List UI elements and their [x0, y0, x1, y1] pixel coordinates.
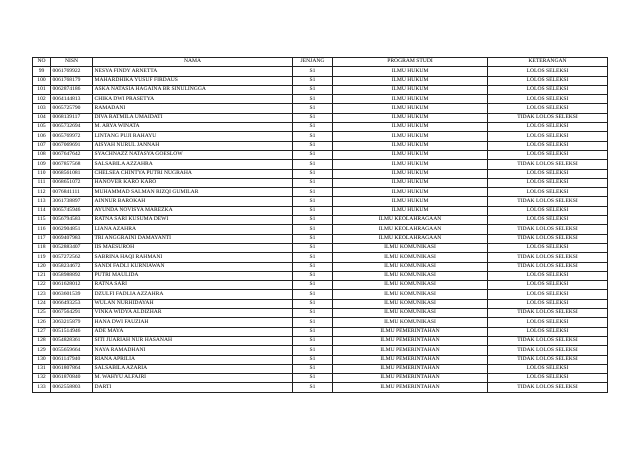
cell-keterangan: TIDAK LOLOS SELEKSI: [488, 262, 608, 271]
cell-no: 99: [33, 67, 51, 76]
cell-nama: SYACHNAZZ NATASYA GOESLOW: [93, 150, 293, 159]
cell-nisn: 0067857568: [51, 160, 93, 169]
cell-nama: SITI JUARIAH NUR HASANAH: [93, 336, 293, 345]
cell-keterangan: LOLOS SELEKSI: [488, 318, 608, 327]
cell-program-studi: ILMU HUKUM: [333, 197, 488, 206]
table-row: [33, 216, 608, 225]
cell-nisn: 0065745946: [51, 206, 93, 215]
cell-nama: NAYA RAMADHANI: [93, 346, 293, 355]
cell-program-studi: ILMU HUKUM: [333, 123, 488, 132]
table-body: [33, 67, 608, 392]
cell-keterangan: LOLOS SELEKSI: [488, 216, 608, 225]
cell-nisn: 0068651072: [51, 178, 93, 187]
cell-jenjang: S1: [293, 374, 333, 383]
cell-no: 117: [33, 234, 51, 243]
header-nama: NAMA: [93, 58, 293, 67]
cell-jenjang: S1: [293, 85, 333, 94]
cell-keterangan: TIDAK LOLOS SELEKSI: [488, 160, 608, 169]
cell-program-studi: ILMU PEMERINTAHAN: [333, 336, 488, 345]
cell-no: 131: [33, 364, 51, 373]
cell-keterangan: LOLOS SELEKSI: [488, 243, 608, 252]
cell-nama: ASKA NATASIA HAGAINA BR SINULINGGA: [93, 85, 293, 94]
table-row: [33, 383, 608, 392]
cell-program-studi: ILMU HUKUM: [333, 104, 488, 113]
cell-jenjang: S1: [293, 243, 333, 252]
cell-no: 104: [33, 113, 51, 122]
table-row: [33, 253, 608, 262]
cell-nisn: 0076841111: [51, 188, 93, 197]
cell-keterangan: LOLOS SELEKSI: [488, 150, 608, 159]
table-row: [33, 206, 608, 215]
cell-jenjang: S1: [293, 132, 333, 141]
cell-no: 124: [33, 299, 51, 308]
cell-no: 114: [33, 206, 51, 215]
cell-program-studi: ILMU KOMUNIKASI: [333, 290, 488, 299]
cell-nisn: 0069407983: [51, 234, 93, 243]
header-jenjang: JENJANG: [293, 58, 333, 67]
cell-nama: CHELSEA CHINTYA PUTRI NUGRAHA: [93, 169, 293, 178]
table-row: [33, 299, 608, 308]
cell-nama: PUTRI MAULIDA: [93, 271, 293, 280]
cell-no: 120: [33, 262, 51, 271]
header-no: NO: [33, 58, 51, 67]
cell-program-studi: ILMU HUKUM: [333, 160, 488, 169]
cell-keterangan: TIDAK LOLOS SELEKSI: [488, 383, 608, 392]
cell-program-studi: ILMU HUKUM: [333, 206, 488, 215]
cell-jenjang: S1: [293, 104, 333, 113]
cell-nisn: 0067069691: [51, 141, 93, 150]
cell-nisn: 0056794583: [51, 216, 93, 225]
cell-program-studi: ILMU HUKUM: [333, 188, 488, 197]
cell-keterangan: LOLOS SELEKSI: [488, 364, 608, 373]
cell-keterangan: LOLOS SELEKSI: [488, 271, 608, 280]
cell-program-studi: ILMU KOMUNIKASI: [333, 253, 488, 262]
cell-jenjang: S1: [293, 346, 333, 355]
cell-keterangan: LOLOS SELEKSI: [488, 206, 608, 215]
cell-jenjang: S1: [293, 253, 333, 262]
table-row: [33, 76, 608, 85]
cell-nama: RATNA SARI KUSUMA DEWI: [93, 216, 293, 225]
cell-keterangan: LOLOS SELEKSI: [488, 123, 608, 132]
cell-program-studi: ILMU HUKUM: [333, 150, 488, 159]
table-row: [33, 243, 608, 252]
cell-program-studi: ILMU KEOLAHRAGAAN: [333, 225, 488, 234]
header-program-studi: PROGRAM STUDI: [333, 58, 488, 67]
cell-no: 129: [33, 346, 51, 355]
cell-no: 103: [33, 104, 51, 113]
cell-nama: M. WAHYU ALFAJRI: [93, 374, 293, 383]
table-row: [33, 225, 608, 234]
cell-program-studi: ILMU KOMUNIKASI: [333, 309, 488, 318]
cell-keterangan: LOLOS SELEKSI: [488, 327, 608, 336]
cell-program-studi: ILMU HUKUM: [333, 169, 488, 178]
cell-keterangan: LOLOS SELEKSI: [488, 178, 608, 187]
table-row: [33, 234, 608, 243]
cell-no: 105: [33, 123, 51, 132]
cell-nisn: 0062558803: [51, 383, 93, 392]
table-row: [33, 346, 608, 355]
cell-nama: LINTANG PUJI RAHAYU: [93, 132, 293, 141]
cell-nisn: 0065769972: [51, 132, 93, 141]
cell-jenjang: S1: [293, 160, 333, 169]
cell-nama: TRI ANGGRAINI DAMAYANTI: [93, 234, 293, 243]
cell-no: 130: [33, 355, 51, 364]
cell-jenjang: S1: [293, 169, 333, 178]
cell-nama: VINKA WIDYA ALDIZHAR: [93, 309, 293, 318]
cell-program-studi: ILMU KEOLAHRAGAAN: [333, 234, 488, 243]
cell-nama: CHIKA DWI PRASETYA: [93, 95, 293, 104]
cell-no: 101: [33, 85, 51, 94]
table-row: [33, 178, 608, 187]
cell-nisn: 0066493253: [51, 299, 93, 308]
cell-program-studi: ILMU PEMERINTAHAN: [333, 374, 488, 383]
cell-nisn: 3063215879: [51, 318, 93, 327]
cell-jenjang: S1: [293, 206, 333, 215]
cell-jenjang: S1: [293, 188, 333, 197]
cell-keterangan: LOLOS SELEKSI: [488, 85, 608, 94]
cell-nisn: 0057272562: [51, 253, 93, 262]
cell-keterangan: LOLOS SELEKSI: [488, 281, 608, 290]
cell-program-studi: ILMU PEMERINTAHAN: [333, 327, 488, 336]
table-row: [33, 132, 608, 141]
cell-no: 119: [33, 253, 51, 262]
cell-keterangan: TIDAK LOLOS SELEKSI: [488, 234, 608, 243]
table-row: [33, 336, 608, 345]
cell-keterangan: LOLOS SELEKSI: [488, 104, 608, 113]
cell-jenjang: S1: [293, 123, 333, 132]
cell-nama: HANA DWI FAUZIAH: [93, 318, 293, 327]
table-row: [33, 67, 608, 76]
cell-nisn: 0052883407: [51, 243, 93, 252]
table-row: [33, 141, 608, 150]
cell-nama: ADE MAYA: [93, 327, 293, 336]
cell-program-studi: ILMU KOMUNIKASI: [333, 243, 488, 252]
cell-nisn: 3061738897: [51, 197, 93, 206]
cell-keterangan: LOLOS SELEKSI: [488, 95, 608, 104]
cell-program-studi: ILMU HUKUM: [333, 76, 488, 85]
cell-program-studi: ILMU HUKUM: [333, 113, 488, 122]
header-nisn: NISN: [51, 58, 93, 67]
cell-no: 102: [33, 95, 51, 104]
cell-nisn: 0067647642: [51, 150, 93, 159]
cell-no: 123: [33, 290, 51, 299]
table-row: [33, 95, 608, 104]
cell-no: 133: [33, 383, 51, 392]
cell-program-studi: ILMU PEMERINTAHAN: [333, 355, 488, 364]
cell-program-studi: ILMU HUKUM: [333, 132, 488, 141]
cell-jenjang: S1: [293, 299, 333, 308]
cell-no: 100: [33, 76, 51, 85]
cell-nisn: 0064144813: [51, 95, 93, 104]
cell-nama: NESYA FINDY ARNETTA: [93, 67, 293, 76]
cell-jenjang: S1: [293, 309, 333, 318]
table-row: [33, 197, 608, 206]
table-row: [33, 113, 608, 122]
cell-jenjang: S1: [293, 150, 333, 159]
cell-jenjang: S1: [293, 336, 333, 345]
cell-no: 110: [33, 169, 51, 178]
table-row: [33, 262, 608, 271]
table-row: [33, 290, 608, 299]
cell-nama: AINNUR BAROKAH: [93, 197, 293, 206]
cell-jenjang: S1: [293, 262, 333, 271]
cell-jenjang: S1: [293, 113, 333, 122]
cell-nisn: 0065725790: [51, 104, 93, 113]
cell-keterangan: LOLOS SELEKSI: [488, 67, 608, 76]
cell-nama: MAHARDHIKA YUSUF FIRDAUS: [93, 76, 293, 85]
cell-no: 125: [33, 309, 51, 318]
cell-nama: SALSABILA AZZAHRA: [93, 160, 293, 169]
cell-no: 109: [33, 160, 51, 169]
cell-no: 115: [33, 216, 51, 225]
cell-nisn: 0058234672: [51, 262, 93, 271]
cell-nisn: 0058988892: [51, 271, 93, 280]
table-row: [33, 160, 608, 169]
table-row: [33, 309, 608, 318]
cell-keterangan: TIDAK LOLOS SELEKSI: [488, 197, 608, 206]
cell-program-studi: ILMU HUKUM: [333, 67, 488, 76]
cell-jenjang: S1: [293, 327, 333, 336]
table-row: [33, 271, 608, 280]
cell-keterangan: LOLOS SELEKSI: [488, 141, 608, 150]
cell-nisn: 0051514946: [51, 327, 93, 336]
cell-nisn: 0068139117: [51, 113, 93, 122]
cell-program-studi: ILMU HUKUM: [333, 141, 488, 150]
cell-keterangan: LOLOS SELEKSI: [488, 290, 608, 299]
cell-no: 132: [33, 374, 51, 383]
header-keterangan: KETERANGAN: [488, 58, 608, 67]
cell-nama: SALSABILA AZARIA: [93, 364, 293, 373]
cell-nisn: 0054828361: [51, 336, 93, 345]
cell-program-studi: ILMU PEMERINTAHAN: [333, 364, 488, 373]
table-row: [33, 364, 608, 373]
cell-no: 106: [33, 132, 51, 141]
table-row: [33, 169, 608, 178]
cell-no: 127: [33, 327, 51, 336]
cell-nama: HANOVER KARO KARO: [93, 178, 293, 187]
table-row: [33, 188, 608, 197]
cell-nisn: 0068561081: [51, 169, 93, 178]
cell-no: 116: [33, 225, 51, 234]
table-row: [33, 327, 608, 336]
header-row: [33, 58, 608, 67]
cell-program-studi: ILMU KEOLAHRAGAAN: [333, 216, 488, 225]
cell-program-studi: ILMU KOMUNIKASI: [333, 281, 488, 290]
cell-nama: DIVA RATMILA UMAIDATI: [93, 113, 293, 122]
cell-jenjang: S1: [293, 76, 333, 85]
selection-results-table: [32, 57, 608, 393]
cell-nisn: 0062904851: [51, 225, 93, 234]
cell-keterangan: LOLOS SELEKSI: [488, 169, 608, 178]
cell-no: 121: [33, 271, 51, 280]
cell-no: 107: [33, 141, 51, 150]
cell-jenjang: S1: [293, 383, 333, 392]
cell-keterangan: LOLOS SELEKSI: [488, 188, 608, 197]
cell-jenjang: S1: [293, 318, 333, 327]
cell-no: 122: [33, 281, 51, 290]
cell-nama: RIANA APRILIA: [93, 355, 293, 364]
cell-keterangan: TIDAK LOLOS SELEKSI: [488, 355, 608, 364]
cell-nisn: 0061870840: [51, 374, 93, 383]
cell-keterangan: LOLOS SELEKSI: [488, 132, 608, 141]
cell-nama: WULAN NURHIDAYAH: [93, 299, 293, 308]
cell-keterangan: TIDAK LOLOS SELEKSI: [488, 309, 608, 318]
cell-nama: M. ARYA WINATA: [93, 123, 293, 132]
table-row: [33, 85, 608, 94]
cell-jenjang: S1: [293, 234, 333, 243]
cell-nama: AYUNDA NOVISYA MAREZKA: [93, 206, 293, 215]
cell-nisn: 0065732694: [51, 123, 93, 132]
cell-jenjang: S1: [293, 178, 333, 187]
cell-nama: MUHAMMAD SALMAN RIZQI GUMILAR: [93, 188, 293, 197]
cell-no: 118: [33, 243, 51, 252]
cell-keterangan: TIDAK LOLOS SELEKSI: [488, 336, 608, 345]
cell-nama: SANDI FADLI KURNIAWAN: [93, 262, 293, 271]
cell-nisn: 0055659664: [51, 346, 93, 355]
cell-jenjang: S1: [293, 141, 333, 150]
cell-jenjang: S1: [293, 281, 333, 290]
cell-program-studi: ILMU KOMUNIKASI: [333, 262, 488, 271]
cell-keterangan: LOLOS SELEKSI: [488, 374, 608, 383]
cell-keterangan: TIDAK LOLOS SELEKSI: [488, 113, 608, 122]
table-row: [33, 150, 608, 159]
table-row: [33, 281, 608, 290]
table-row: [33, 355, 608, 364]
cell-program-studi: ILMU KOMUNIKASI: [333, 318, 488, 327]
table-row: [33, 104, 608, 113]
cell-jenjang: S1: [293, 197, 333, 206]
cell-nama: AISYAH NURUL JANNAH: [93, 141, 293, 150]
cell-no: 112: [33, 188, 51, 197]
cell-no: 111: [33, 178, 51, 187]
cell-program-studi: ILMU KOMUNIKASI: [333, 271, 488, 280]
cell-nisn: 0061769922: [51, 67, 93, 76]
cell-nisn: 0061768179: [51, 76, 93, 85]
cell-jenjang: S1: [293, 67, 333, 76]
cell-no: 108: [33, 150, 51, 159]
cell-no: 128: [33, 336, 51, 345]
cell-program-studi: ILMU HUKUM: [333, 85, 488, 94]
cell-nisn: 0061807864: [51, 364, 93, 373]
cell-keterangan: TIDAK LOLOS SELEKSI: [488, 346, 608, 355]
cell-jenjang: S1: [293, 216, 333, 225]
cell-jenjang: S1: [293, 271, 333, 280]
cell-keterangan: TIDAK LOLOS SELEKSI: [488, 253, 608, 262]
cell-nisn: 0061628012: [51, 281, 93, 290]
cell-nama: LIANA AZAHRA: [93, 225, 293, 234]
table-row: [33, 123, 608, 132]
cell-program-studi: ILMU KOMUNIKASI: [333, 299, 488, 308]
table-row: [33, 374, 608, 383]
cell-program-studi: ILMU HUKUM: [333, 95, 488, 104]
cell-program-studi: ILMU HUKUM: [333, 178, 488, 187]
cell-keterangan: TIDAK LOLOS SELEKSI: [488, 225, 608, 234]
cell-nama: IIS MAESUROH: [93, 243, 293, 252]
cell-nisn: 0067564291: [51, 309, 93, 318]
cell-nama: RATNA SARI: [93, 281, 293, 290]
cell-nama: DZULFI FADLIA AZZAHRA: [93, 290, 293, 299]
cell-nisn: 0062874186: [51, 85, 93, 94]
cell-nama: DARTI: [93, 383, 293, 392]
cell-keterangan: LOLOS SELEKSI: [488, 299, 608, 308]
cell-program-studi: ILMU PEMERINTAHAN: [333, 346, 488, 355]
cell-nama: RAMADANI: [93, 104, 293, 113]
cell-jenjang: S1: [293, 364, 333, 373]
cell-no: 126: [33, 318, 51, 327]
cell-jenjang: S1: [293, 225, 333, 234]
cell-jenjang: S1: [293, 290, 333, 299]
cell-nisn: 0061147940: [51, 355, 93, 364]
cell-jenjang: S1: [293, 355, 333, 364]
cell-jenjang: S1: [293, 95, 333, 104]
cell-no: 113: [33, 197, 51, 206]
cell-keterangan: LOLOS SELEKSI: [488, 76, 608, 85]
table-row: [33, 318, 608, 327]
cell-nisn: 0063601539: [51, 290, 93, 299]
cell-nama: SABRINA HAQI RAHMANI: [93, 253, 293, 262]
table-header: [33, 58, 608, 67]
cell-program-studi: ILMU PEMERINTAHAN: [333, 383, 488, 392]
